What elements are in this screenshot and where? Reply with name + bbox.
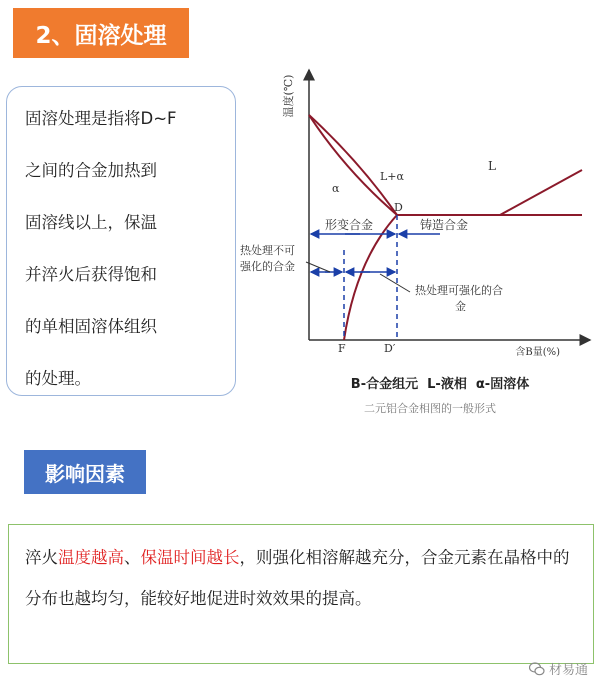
cast-alloy-label: 铸造合金 (420, 218, 469, 232)
non-treatable-label: 热处理不可 (240, 244, 295, 257)
factors-box (8, 524, 594, 664)
watermark (529, 659, 588, 678)
non-treatable-label: 强化的合金 (240, 260, 295, 273)
region-liquid-label: L (488, 159, 496, 173)
leader-treatable (380, 274, 410, 292)
treatable-label: 热处理可强化的合 (415, 284, 503, 297)
y-axis-label: 温度(℃) (282, 74, 295, 118)
treatable-label: 金 (455, 300, 466, 313)
solidus-line (309, 115, 397, 215)
region-alpha-label: α (332, 182, 340, 195)
region-l-alpha-label: L+α (380, 170, 404, 183)
wechat-icon (529, 662, 545, 676)
watermark-text: 材易通 (548, 663, 588, 678)
x-axis-label: 含B量(%) (515, 347, 560, 358)
description-line: 的处理。 (25, 369, 91, 388)
section-title-badge: 2、固溶处理 (13, 8, 189, 58)
point-d-label: D (394, 201, 403, 214)
highlight-temperature: 温度越高 (58, 548, 124, 567)
description-line: 的单相固溶体组织 (25, 317, 157, 336)
description-line: 并淬火后获得饱和 (25, 265, 157, 284)
description-line: 固溶处理是指将D~F (25, 109, 177, 128)
legend: B-合金组元 L-液相 α-固溶体 (350, 377, 530, 392)
description-line: 固溶线以上，保温 (25, 213, 157, 232)
wrought-alloy-label: 形变合金 (325, 218, 374, 232)
section-badge: 影响因素 (24, 450, 146, 494)
description-line: 之间的合金加热到 (25, 161, 157, 180)
point-f-label: F (338, 342, 346, 355)
point-d-prime-label: D′ (384, 342, 396, 355)
liquidus-right (500, 170, 582, 215)
highlight-holding-time: 保温时间越长 (140, 548, 240, 567)
liquidus-line (309, 115, 397, 215)
factors-text: 淬火温度越高、保温时间越长，则强化相溶解越充分，合金元素在晶格中的分布也越均匀，能较好地促进时效效果的提高。 (25, 548, 570, 608)
diagram-caption: 二元铝合金相图的一般形式 (364, 402, 496, 415)
